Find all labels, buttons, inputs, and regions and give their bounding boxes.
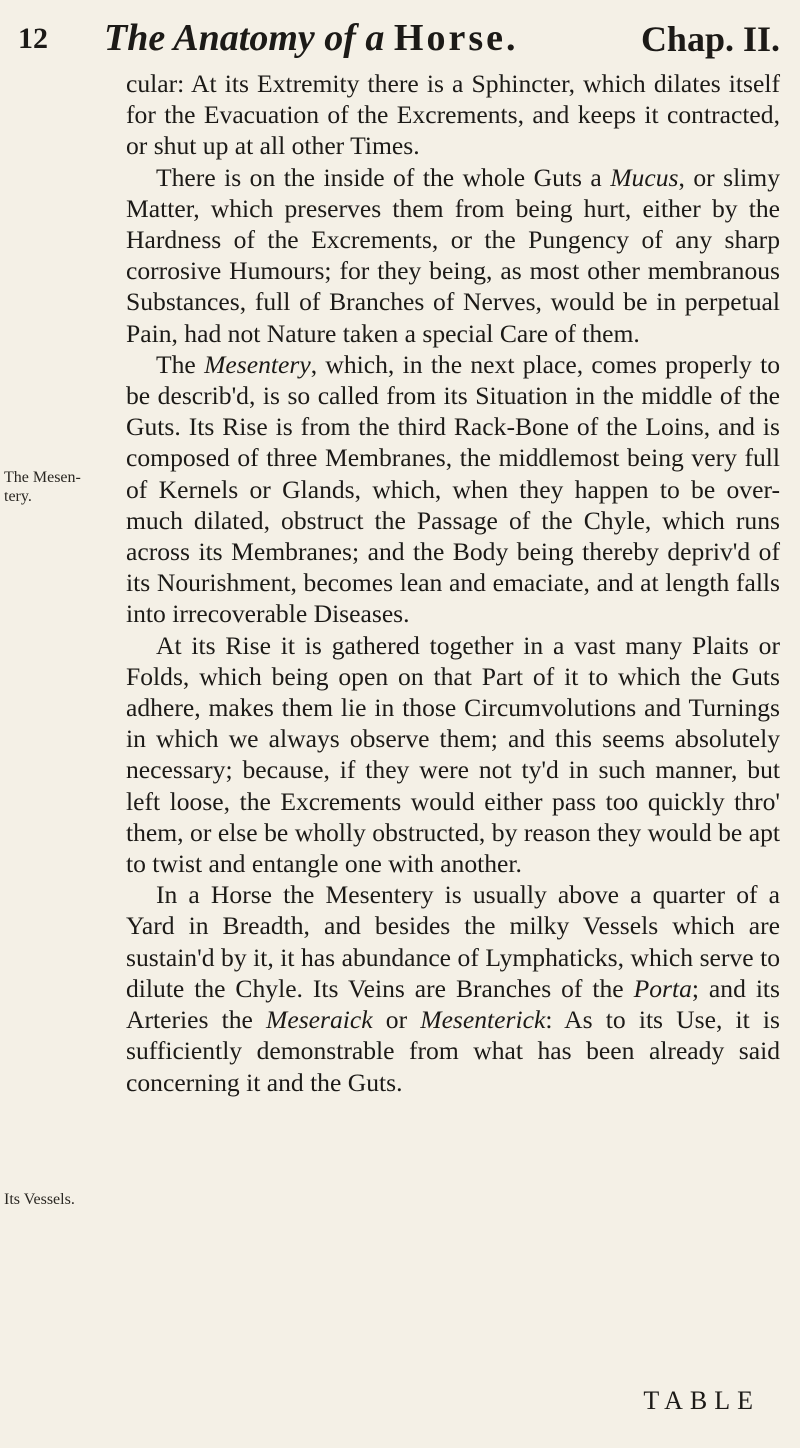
chapter-label: Chap. II. bbox=[640, 19, 780, 59]
paragraph-2 bbox=[126, 162, 780, 349]
term-porta: Porta bbox=[633, 973, 692, 1003]
paragraph-2-text-b: , or slimy Matter, which preserves them from being hurt, either by the Hardness of the Excrements, or the Pungency of any sharp corrosive Humours; for they being, as most other membranous Substances, full of Branches of Nerves, would be in perpetual Pain, had not Nature taken a special Care of them. bbox=[126, 162, 781, 348]
paragraph-5-text-b: ; and its Arteries the bbox=[126, 973, 781, 1035]
paragraph-5 bbox=[126, 879, 780, 1097]
catchword: TABLE bbox=[643, 1386, 760, 1415]
paragraph-5-text-a: In a Horse the Mesentery is usually above a quarter of a Yard in Breadth, and besides the milky Vessels which are sustain'd by it, it has abundance of Lymphaticks, which serve to dilute the Chyle. Its Veins are Branches of the bbox=[126, 880, 780, 1003]
paragraph-4: At its Rise it is gathered together in a vast many Plaits or Folds, which being open on that Part of it to which the Guts adhere, makes them lie in those Circumvolutions and Turnings in which we always observe them; and this seems absolutely necessary; because, if they were not ty'd in such manner, but left loose, the Excrements would either pass too quickly thro' them, or else be wholly obstructed, by reason they would be apt to twist and entangle one with another. bbox=[126, 630, 780, 879]
paragraph-1: cular: At its Extremity there is a Sphincter, which dilates itself for the Evacuation of the Excrements, and keeps it contracted, or shut up at all other Times. bbox=[126, 69, 780, 161]
paragraph-3-text-a: The bbox=[156, 349, 205, 379]
paragraph-2-text-a: There is on the inside of the whole Guts a bbox=[156, 162, 611, 192]
term-mesenterick: Mesenterick bbox=[420, 1005, 546, 1035]
paragraph-5-text-c: or bbox=[372, 1005, 421, 1035]
term-mucus: Mucus bbox=[610, 162, 679, 192]
paragraph-3-text-b: , which, in the next place, comes properly to be describ'd, is so called from its Situation in the middle of the Guts. Its Rise is from the third Rack-Bone of the Loins, and is composed of three Membranes, the middlemost being very full of Kernels or Glands, which, when they happen to be over-much dilated, obstruct the Passage of the Chyle, which runs across its Membranes; and the Body being thereby depriv'd of its Nourishment, becomes lean and emaciate, and at length falls into irrecoverable Diseases. bbox=[126, 349, 780, 629]
running-title-italic: The Anatomy of a bbox=[104, 17, 385, 59]
running-title bbox=[104, 16, 519, 60]
running-title-caps: Horse. bbox=[393, 17, 519, 59]
page-header bbox=[18, 14, 780, 64]
term-mesentery: Mesentery bbox=[204, 349, 311, 379]
paragraph-5-text-d: : As to its Use, it is sufficiently demonstrable from what has been already said concerning it and the Guts. bbox=[126, 1005, 780, 1097]
margin-note-vessels: Its Vessels. bbox=[4, 1191, 75, 1208]
page-number: 12 bbox=[18, 22, 48, 55]
paragraph-3 bbox=[126, 349, 780, 630]
body-text bbox=[126, 68, 780, 1098]
margin-note-mesentery: The Mesen-tery. bbox=[4, 469, 81, 505]
term-meseraick: Meseraick bbox=[266, 1005, 373, 1035]
